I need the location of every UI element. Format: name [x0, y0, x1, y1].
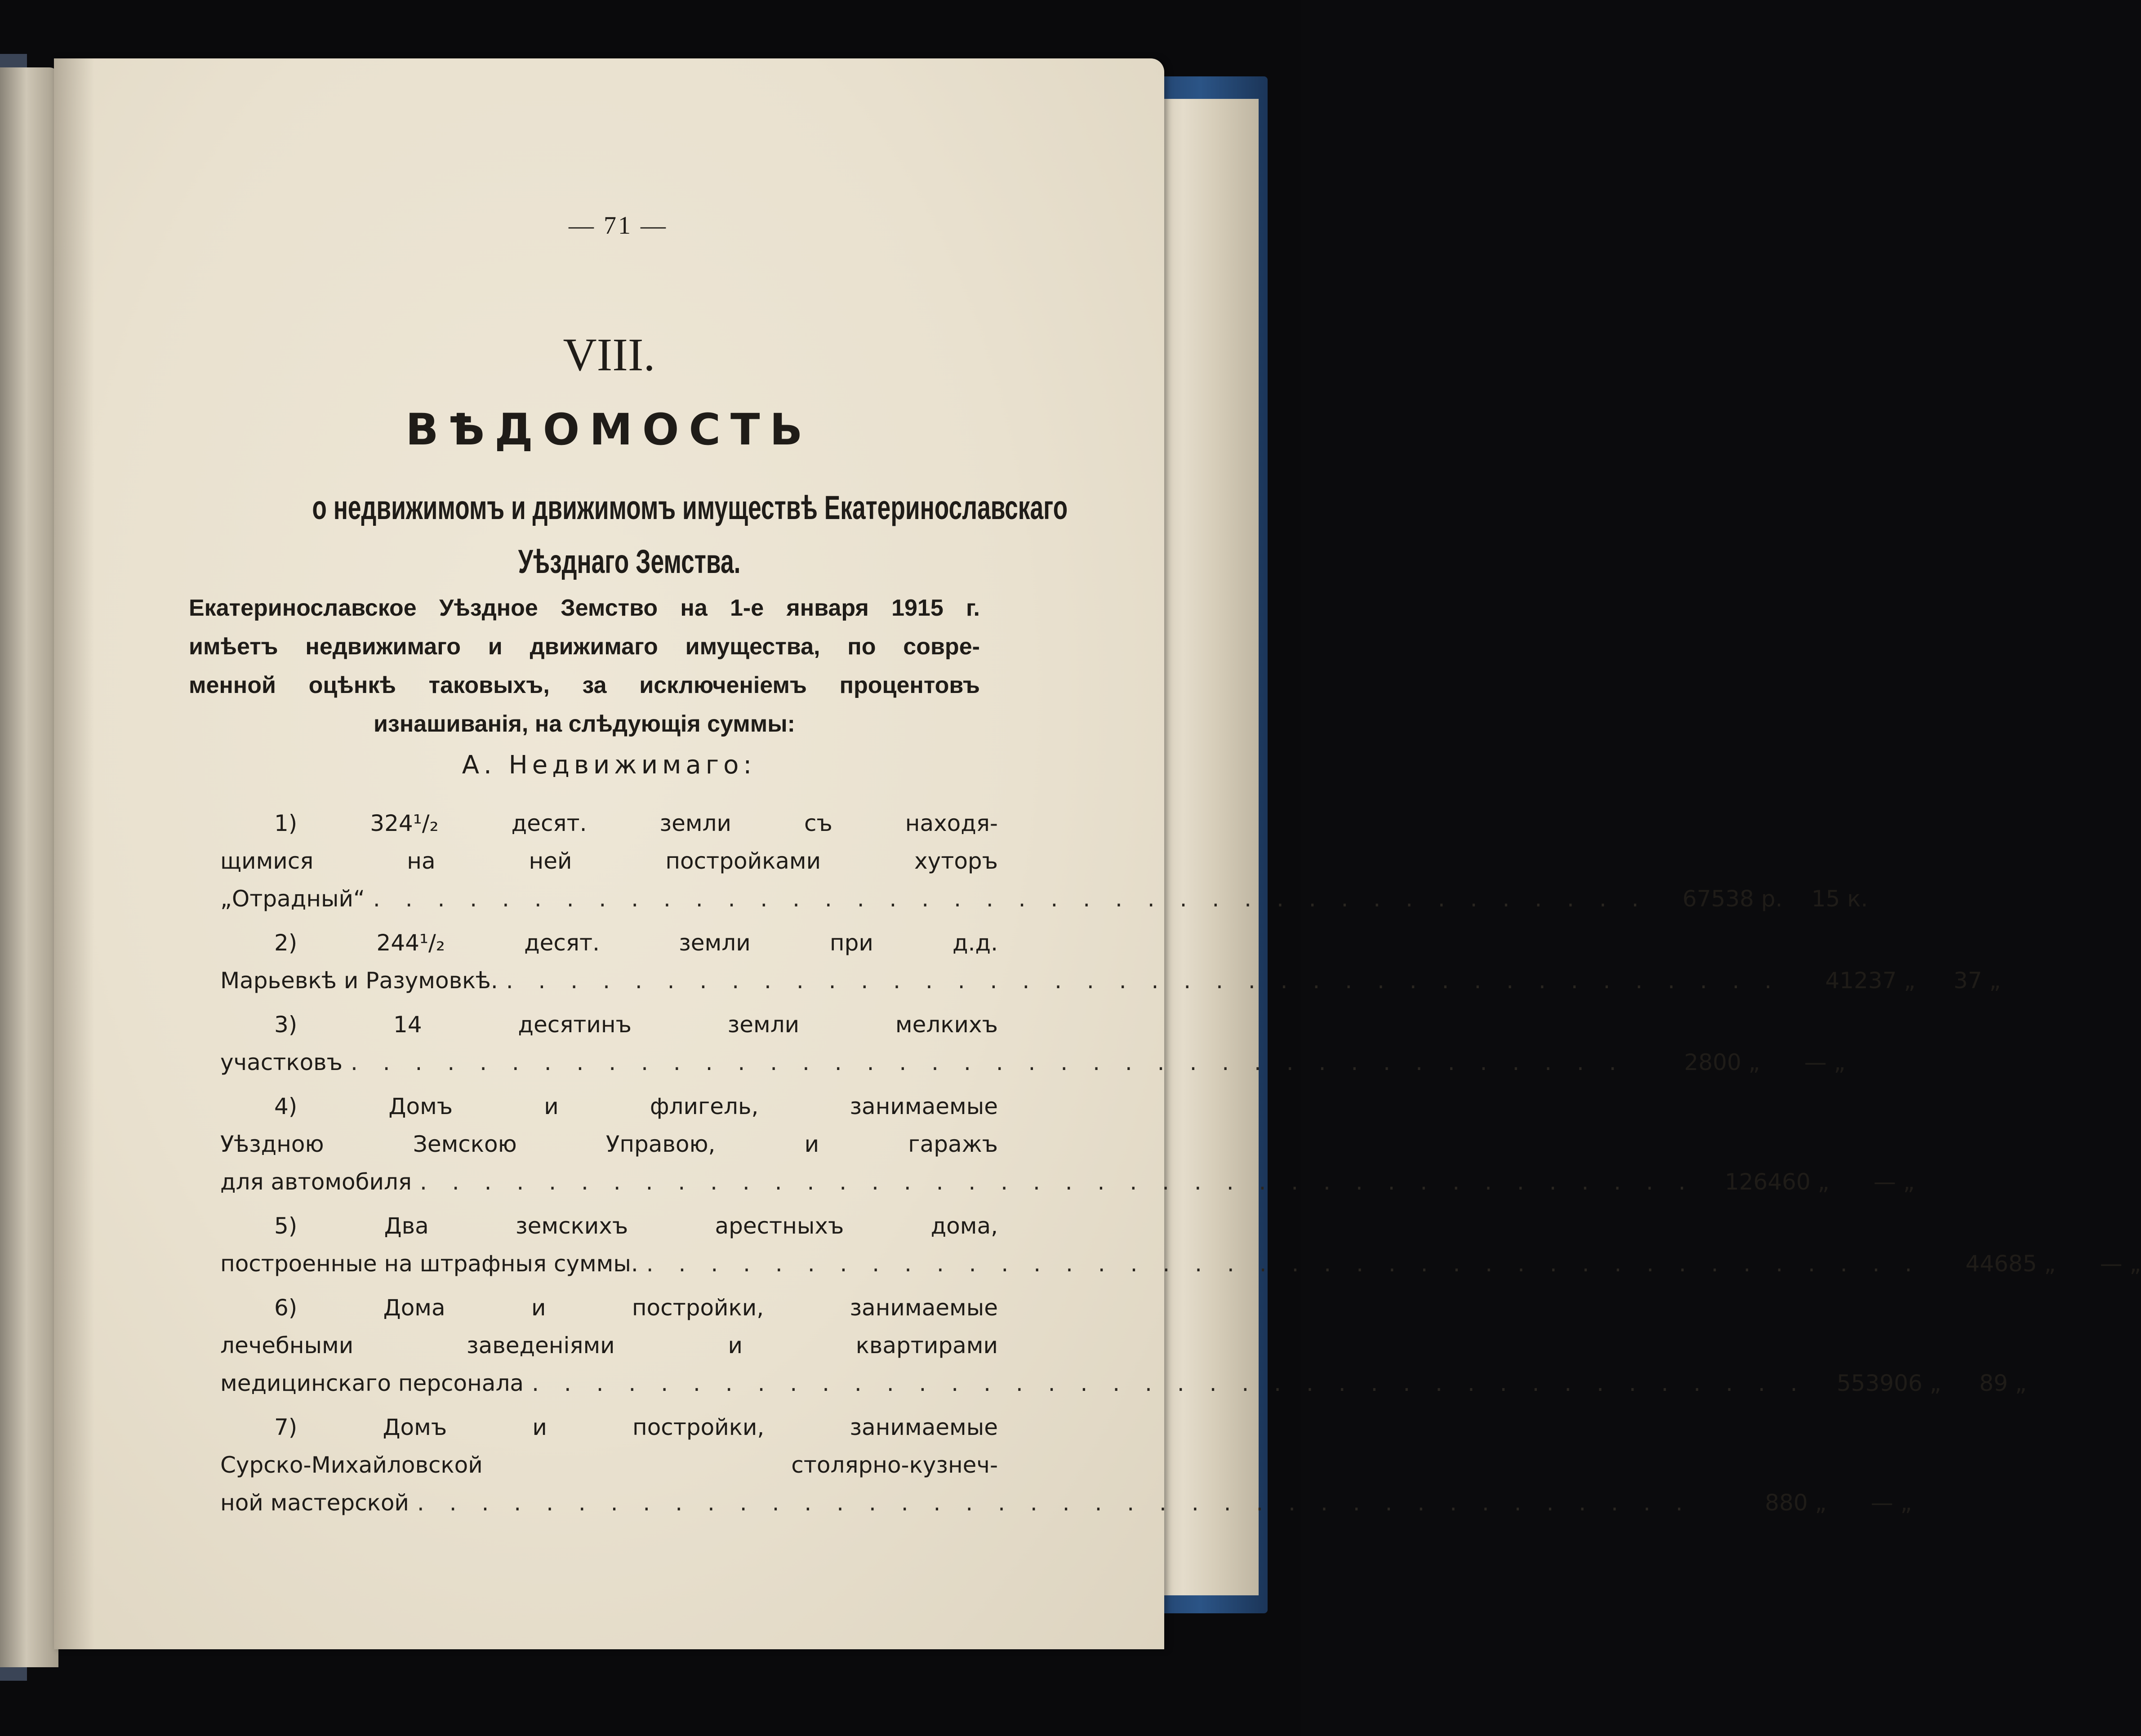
intro-line — [189, 627, 980, 666]
item-word: и — [804, 1131, 819, 1157]
intro-word: Екатеринославское — [189, 595, 417, 621]
intro-word: совре- — [903, 634, 980, 660]
dot-leader: . . . . . . . . . . . . . . . . . . . . . . . . . . . . . . . . . . . . . . . . — [373, 886, 1648, 912]
intro-word: таковыхъ, — [428, 672, 550, 698]
intro-word: недвижимаго — [305, 634, 461, 660]
item-line — [220, 1207, 998, 1245]
item-text — [220, 1043, 343, 1081]
intro-line — [189, 705, 980, 743]
item-text — [274, 924, 998, 962]
item-word: 244¹/₂ — [376, 930, 445, 956]
item-word: 6) — [274, 1295, 298, 1321]
amount-rubles: 44685 „ — [1965, 1251, 2056, 1277]
item-word: десят. — [524, 930, 600, 956]
item-amount — [1921, 1245, 2141, 1283]
amount-rubles: 41237 „ — [1825, 968, 1916, 994]
subtitle-line: Уѣзднаго Земства. — [518, 543, 741, 580]
item-amount — [1780, 962, 2001, 999]
item-text — [274, 1006, 998, 1043]
item-text — [220, 1125, 998, 1163]
amount-kopecks: — „ — [1870, 1490, 1912, 1516]
dot-leader: . . . . . . . . . . . . . . . . . . . . . . . . . . . . . . . . . . . . . . . . — [417, 1490, 1692, 1516]
item-text — [220, 1484, 409, 1522]
item-word: земли — [679, 930, 751, 956]
item-word: земскихъ — [516, 1213, 628, 1239]
item-line — [220, 962, 2001, 999]
dot-leader: . . . . . . . . . . . . . . . . . . . . . . . . . . . . . . . . . . . . . . . . — [350, 1049, 1625, 1075]
intro-word: Уѣздное — [439, 595, 538, 621]
item-line — [220, 1245, 2141, 1283]
item-word: построенные на штрафныя суммы. — [220, 1251, 638, 1277]
intro-line — [189, 589, 980, 627]
item-line — [220, 924, 998, 962]
item-word: Управою, — [605, 1131, 716, 1157]
item-word: ной мастерской — [220, 1490, 409, 1516]
item-word: ней — [529, 848, 572, 874]
item-word: на — [407, 848, 436, 874]
item-word: 2) — [274, 930, 298, 956]
section-number: VIII. — [563, 329, 655, 381]
item-line — [220, 1088, 998, 1125]
item-text — [274, 1289, 998, 1327]
intro-word: Земство — [561, 595, 658, 621]
item-text — [274, 1207, 998, 1245]
item-word: Уѣздною — [220, 1131, 324, 1157]
left-page-edge — [0, 67, 58, 1667]
item-text — [220, 1327, 998, 1364]
item-text — [274, 804, 998, 842]
item-word: при — [829, 930, 873, 956]
item-word: „Отрадный“ — [220, 886, 365, 912]
item-amount — [1648, 880, 1868, 918]
item-text — [220, 1163, 412, 1201]
item-word: мелкихъ — [895, 1012, 998, 1038]
property-list — [220, 804, 2141, 1528]
item-word: участковъ — [220, 1049, 343, 1075]
property-item — [220, 1006, 1846, 1081]
intro-word: процентовъ — [839, 672, 980, 698]
item-word: медицинскаго персонала — [220, 1370, 524, 1396]
item-line — [220, 1408, 998, 1446]
item-text — [220, 880, 365, 918]
item-word: 3) — [274, 1012, 298, 1038]
amount-rubles: 880 „ — [1765, 1490, 1827, 1516]
item-word: 1) — [274, 810, 298, 836]
item-word: и — [544, 1093, 559, 1119]
item-text — [220, 842, 998, 880]
dot-leader: . . . . . . . . . . . . . . . . . . . . . . . . . . . . . . . . . . . . . . . . — [420, 1169, 1695, 1195]
subtitle-line: о недвижимомъ и движимомъ имуществѣ Екатеринославскаго — [312, 489, 1068, 526]
property-item — [220, 1289, 2027, 1402]
item-word: квартирами — [855, 1332, 998, 1359]
item-word: гаражъ — [908, 1131, 998, 1157]
item-word: съ — [804, 810, 832, 836]
item-line — [220, 1125, 998, 1163]
amount-rubles: 2800 „ — [1684, 1049, 1760, 1075]
item-line — [220, 1289, 998, 1327]
amount-kopecks: — „ — [2100, 1251, 2141, 1277]
intro-word: менной — [189, 672, 276, 698]
intro-paragraph — [189, 589, 980, 743]
dot-leader: . . . . . . . . . . . . . . . . . . . . . . . . . . . . . . . . . . . . . . . . — [532, 1370, 1807, 1396]
item-word: земли — [659, 810, 732, 836]
item-word: лечебными — [220, 1332, 354, 1359]
amount-kopecks: — „ — [1873, 1169, 1915, 1195]
property-item — [220, 924, 2001, 999]
property-item — [220, 1207, 2141, 1283]
section-heading: А. Недвижимаго: — [462, 750, 757, 780]
item-word: занимаемые — [850, 1295, 998, 1321]
item-word: Марьевкѣ и Разумовкѣ. — [220, 968, 498, 994]
item-line — [220, 1327, 998, 1364]
item-line — [220, 1163, 1915, 1201]
item-word: десят. — [511, 810, 587, 836]
intro-word: по — [847, 634, 876, 660]
intro-word: изнашиванія, на слѣдующія суммы: — [374, 711, 795, 737]
item-word: постройками — [665, 848, 821, 874]
dot-leader: . . . . . . . . . . . . . . . . . . . . . . . . . . . . . . . . . . . . . . . . — [506, 968, 1781, 994]
item-amount — [1807, 1364, 2027, 1402]
item-word: для автомобиля — [220, 1169, 412, 1195]
item-line — [220, 880, 1868, 918]
item-word: 7) — [274, 1414, 298, 1440]
item-amount — [1625, 1043, 1846, 1081]
item-word: занимаемые — [850, 1414, 998, 1440]
dot-leader: . . . . . . . . . . . . . . . . . . . . . . . . . . . . . . . . . . . . . . . . — [646, 1251, 1921, 1277]
item-line — [220, 1446, 998, 1484]
item-word: и — [728, 1332, 743, 1359]
item-word: 4) — [274, 1093, 298, 1119]
item-text — [220, 1245, 638, 1283]
amount-kopecks: 15 к. — [1811, 886, 1868, 912]
gutter-shadow — [54, 58, 94, 1649]
intro-word: и — [488, 634, 503, 660]
item-word: 5) — [274, 1213, 298, 1239]
item-line — [220, 804, 998, 842]
item-word: флигель, — [650, 1093, 759, 1119]
page-number: — 71 — — [569, 212, 668, 240]
intro-word: имѣетъ — [189, 634, 278, 660]
document-subtitle — [312, 481, 1068, 589]
document-page — [54, 58, 2141, 1649]
item-word: десятинъ — [518, 1012, 632, 1038]
item-word: заведеніями — [467, 1332, 615, 1359]
amount-kopecks: 37 „ — [1953, 968, 2001, 994]
item-word: столярно-кузнеч- — [791, 1452, 998, 1478]
item-text — [274, 1088, 998, 1125]
item-word: занимаемые — [850, 1093, 998, 1119]
item-word: Домъ — [383, 1414, 447, 1440]
item-text — [220, 1446, 998, 1484]
item-word: постройки, — [632, 1295, 764, 1321]
intro-word: исключеніемъ — [639, 672, 807, 698]
item-text — [220, 1364, 524, 1402]
amount-rubles: 553906 „ — [1836, 1370, 1941, 1396]
item-word: хуторъ — [914, 848, 998, 874]
item-word: постройки, — [632, 1414, 765, 1440]
amount-kopecks: 89 „ — [1979, 1370, 2027, 1396]
item-word: дома, — [930, 1213, 998, 1239]
amount-rubles: 67538 р. — [1682, 886, 1783, 912]
item-word: Два — [384, 1213, 429, 1239]
intro-word: имущества, — [685, 634, 820, 660]
intro-line — [189, 666, 980, 705]
property-item — [220, 1088, 1915, 1201]
item-amount — [1695, 1163, 1915, 1201]
document-title: ВѢДОМОСТЬ — [405, 404, 813, 455]
intro-word: оцѣнкѣ — [308, 672, 396, 698]
item-word: Дома — [383, 1295, 445, 1321]
item-line — [220, 1484, 1912, 1522]
amount-kopecks: — „ — [1804, 1049, 1846, 1075]
item-text — [220, 962, 498, 999]
item-word: Земскою — [413, 1131, 517, 1157]
intro-word: движимаго — [530, 634, 658, 660]
item-word: щимися — [220, 848, 314, 874]
item-word: Домъ — [388, 1093, 453, 1119]
item-line — [220, 1006, 998, 1043]
item-text — [274, 1408, 998, 1446]
amount-rubles: 126460 „ — [1724, 1169, 1829, 1195]
intro-word: 1915 — [891, 595, 944, 621]
item-word: Сурско-Михайловской — [220, 1452, 483, 1478]
item-line — [220, 1364, 2027, 1402]
item-word: арестныхъ — [715, 1213, 844, 1239]
intro-word: 1-е — [730, 595, 764, 621]
item-amount — [1692, 1484, 1912, 1522]
item-word: и — [532, 1414, 547, 1440]
item-word: и — [531, 1295, 546, 1321]
item-line — [220, 842, 998, 880]
item-word: 14 — [393, 1012, 422, 1038]
item-line — [220, 1043, 1846, 1081]
intro-word: на — [680, 595, 708, 621]
intro-word: г. — [966, 595, 980, 621]
intro-word: января — [786, 595, 869, 621]
item-word: находя- — [905, 810, 998, 836]
property-item — [220, 804, 1868, 918]
intro-word: за — [582, 672, 607, 698]
item-word: земли — [727, 1012, 800, 1038]
property-item — [220, 1408, 1912, 1522]
item-word: д.д. — [953, 930, 998, 956]
item-word: 324¹/₂ — [370, 810, 439, 836]
